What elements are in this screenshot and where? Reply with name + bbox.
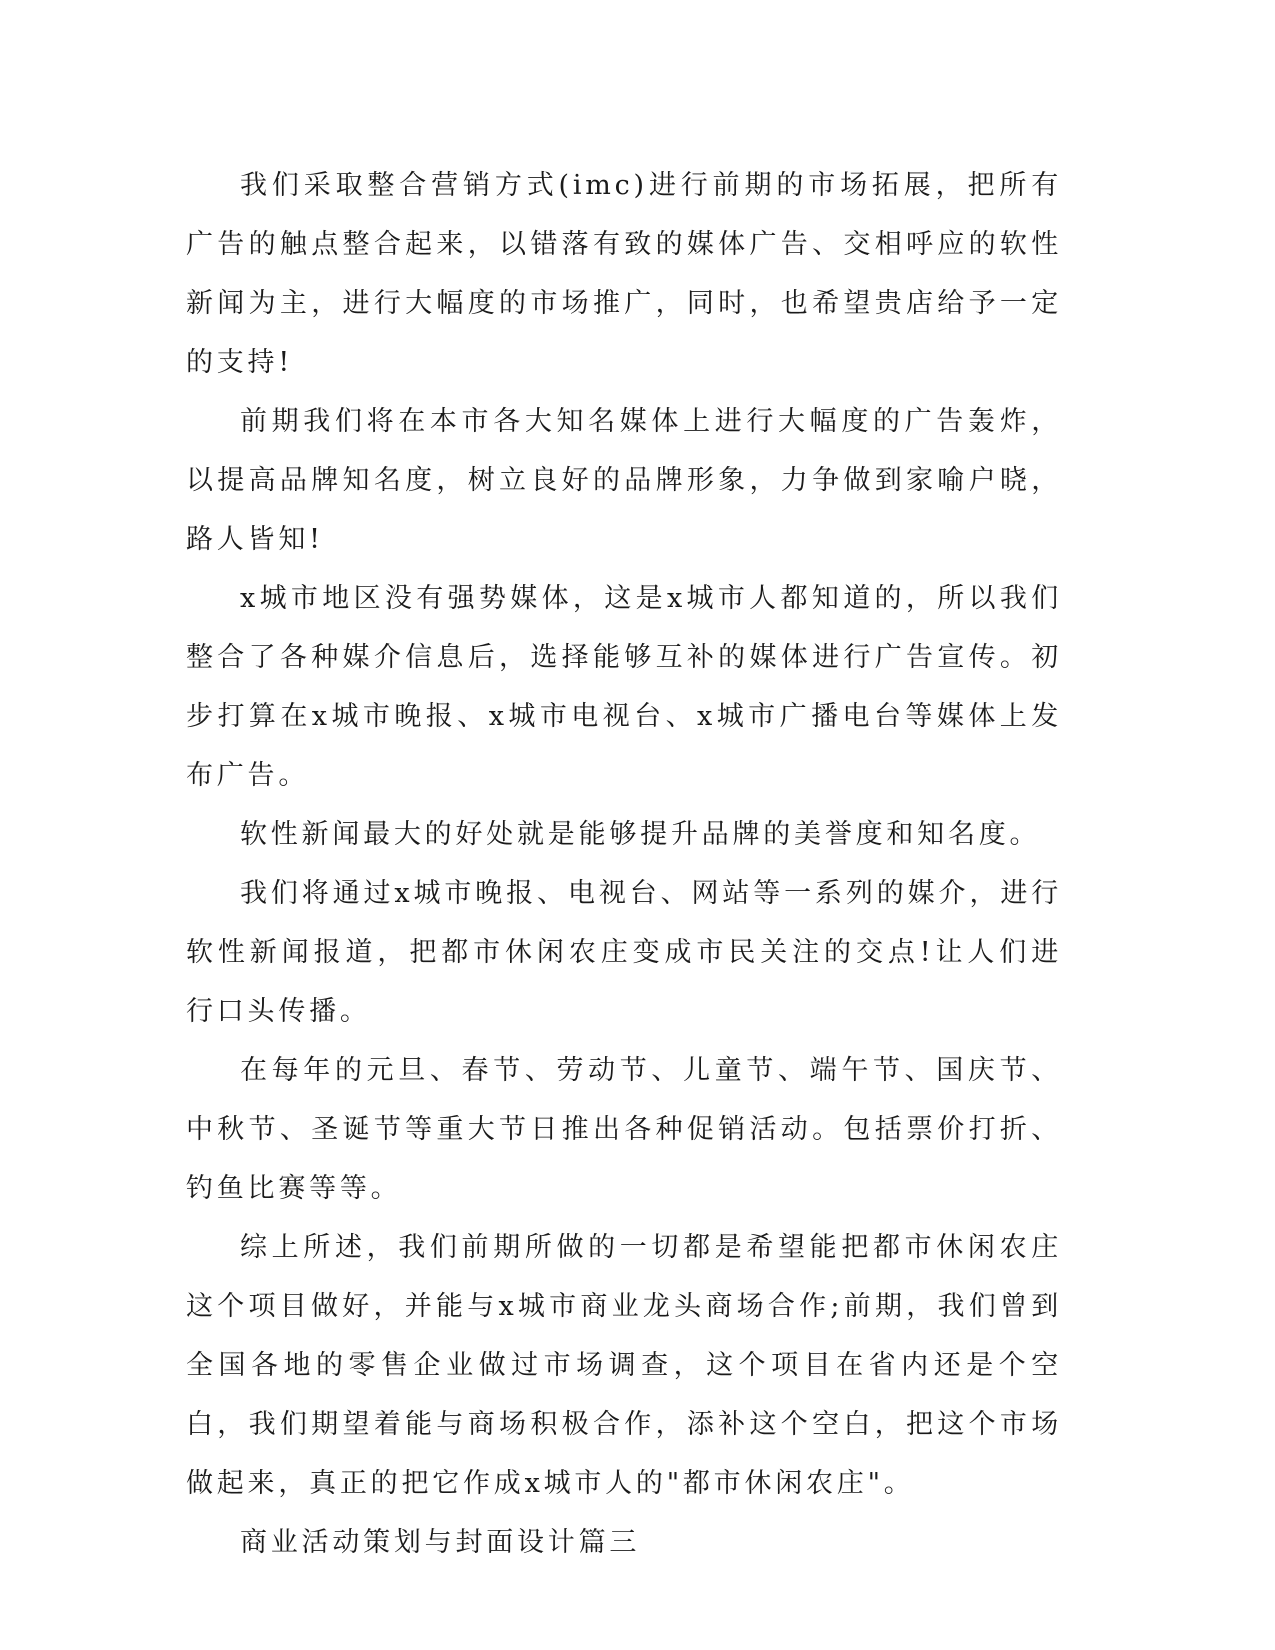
paragraph-7: 综上所述，我们前期所做的一切都是希望能把都市休闲农庄这个项目做好，并能与x城市商业龙头商场合作;前期，我们曾到全国各地的零售企业做过市场调查，这个项目在省内还是个空白，我们期望着能与商场积极合作，添补这个空白，把这个市场做起来，真正的把它作成x城市人的"都市休闲农庄"。	[186, 1232, 1062, 1499]
section-heading: 商业活动策划与封面设计篇三	[240, 1527, 641, 1558]
paragraph-1: 我们采取整合营销方式(imc)进行前期的市场拓展，把所有广告的触点整合起来，以错落有致的媒体广告、交相呼应的软性新闻为主，进行大幅度的市场推广，同时，也希望贵店给予一定的支持!	[186, 170, 1062, 378]
paragraph-2: 前期我们将在本市各大知名媒体上进行大幅度的广告轰炸，以提高品牌知名度，树立良好的品牌形象，力争做到家喻户晓，路人皆知!	[186, 406, 1062, 555]
paragraph-3: x城市地区没有强势媒体，这是x城市人都知道的，所以我们整合了各种媒介信息后，选择能够互补的媒体进行广告宣传。初步打算在x城市晚报、x城市电视台、x城市广播电台等媒体上发布广告。	[186, 583, 1062, 791]
paragraph-6: 在每年的元旦、春节、劳动节、儿童节、端午节、国庆节、中秋节、圣诞节等重大节日推出各种促销活动。包括票价打折、钓鱼比赛等等。	[186, 1055, 1062, 1204]
paragraph-4: 软性新闻最大的好处就是能够提升品牌的美誉度和知名度。	[240, 819, 1041, 850]
document-body	[186, 156, 1062, 1572]
paragraph-5: 我们将通过x城市晚报、电视台、网站等一系列的媒介，进行软性新闻报道，把都市休闲农庄变成市民关注的交点!让人们进行口头传播。	[186, 878, 1062, 1027]
